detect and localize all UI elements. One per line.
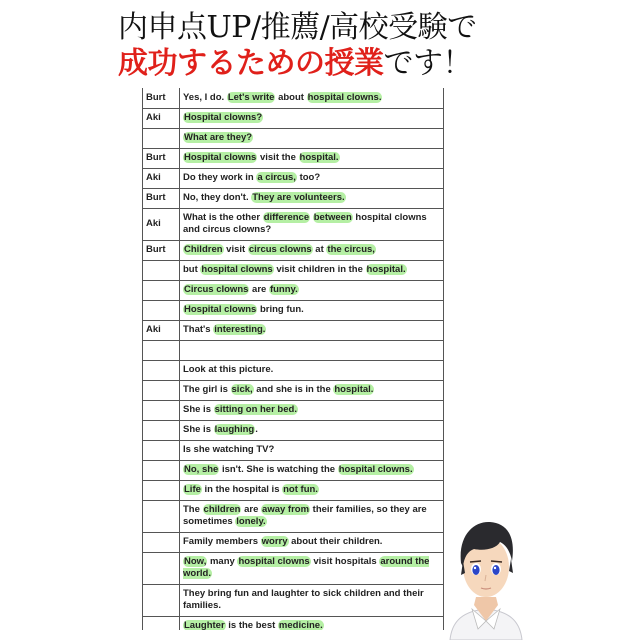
- dialogue-row: [143, 480, 443, 500]
- speaker-cell: [143, 460, 180, 480]
- speaker-cell: [143, 552, 180, 584]
- highlighted-phrase: funny.: [269, 284, 298, 295]
- dialogue-row: [143, 380, 443, 400]
- line-cell: [180, 440, 444, 460]
- highlighted-phrase: hospital clowns.: [338, 464, 413, 475]
- highlighted-phrase: Laughter: [184, 620, 225, 630]
- highlighted-phrase: No, she: [184, 464, 219, 475]
- text-segment: hospital clowns and circus clowns?: [183, 212, 427, 235]
- line-cell: [180, 320, 444, 340]
- line-cell: [180, 128, 444, 148]
- dialogue-row: [143, 168, 443, 188]
- speaker-cell: Burt: [143, 188, 180, 208]
- line-cell: [180, 148, 444, 168]
- highlighted-phrase: sick,: [231, 384, 253, 395]
- dialogue-row: [143, 552, 443, 584]
- highlighted-phrase: laughing: [214, 424, 255, 435]
- highlighted-phrase: hospital clowns: [201, 264, 273, 275]
- dialogue-row: [143, 300, 443, 320]
- line-cell: [180, 188, 444, 208]
- line-cell: [180, 400, 444, 420]
- speaker-cell: Aki: [143, 108, 180, 128]
- line-cell: [180, 208, 444, 240]
- text-segment: are: [249, 284, 269, 295]
- line-cell: [180, 260, 444, 280]
- dialogue-row: [143, 584, 443, 616]
- highlighted-phrase: hospital.: [366, 264, 406, 275]
- line-cell: [180, 480, 444, 500]
- text-segment: Look at this picture.: [183, 364, 274, 375]
- line-cell: [180, 532, 444, 552]
- text-segment: but: [183, 264, 201, 275]
- text-segment: about: [275, 91, 307, 103]
- speaker-cell: [143, 280, 180, 300]
- text-segment: No, they don't.: [183, 192, 252, 203]
- dialogue-row: [143, 240, 443, 260]
- speaker-cell: [143, 380, 180, 400]
- title-highlight-red: 成功するための授業: [118, 46, 384, 81]
- highlighted-phrase: sitting on her bed.: [214, 404, 297, 415]
- speaker-cell: Aki: [143, 168, 180, 188]
- speaker-cell: [143, 360, 180, 380]
- speaker-cell: Aki: [143, 320, 180, 340]
- speaker-cell: [143, 400, 180, 420]
- text-segment: visit: [223, 244, 248, 255]
- text-segment: Do they work in: [183, 172, 257, 183]
- highlighted-phrase: circus clowns: [248, 244, 312, 255]
- dialogue-row: [143, 128, 443, 148]
- line-cell: [180, 616, 444, 630]
- highlighted-phrase: hospital.: [334, 384, 374, 395]
- text-segment: Yes, I do.: [183, 91, 227, 103]
- text-segment: in the hospital is: [201, 484, 283, 495]
- highlighted-phrase: Children: [184, 244, 223, 255]
- highlighted-phrase: away from: [262, 504, 310, 515]
- highlighted-phrase: lonely.: [236, 516, 266, 527]
- highlighted-phrase: hospital.: [299, 152, 339, 163]
- speaker-cell: [143, 616, 180, 630]
- dialogue-row: [143, 88, 443, 108]
- text-segment: is the best: [225, 620, 278, 630]
- speaker-cell: [143, 500, 180, 532]
- line-cell: [180, 420, 444, 440]
- highlighted-phrase: Let's write: [227, 91, 275, 103]
- highlighted-phrase: the circus,: [327, 244, 375, 255]
- highlighted-phrase: Circus clowns: [184, 284, 249, 295]
- line-cell: [180, 108, 444, 128]
- line-cell: [180, 500, 444, 532]
- text-segment: Family members: [183, 536, 261, 547]
- highlighted-phrase: hospital clowns.: [307, 91, 382, 103]
- line-cell: [180, 240, 444, 260]
- text-segment: What is the other: [183, 212, 263, 223]
- speaker-cell: [143, 260, 180, 280]
- speaker-cell: [143, 480, 180, 500]
- dialogue-row: [143, 616, 443, 630]
- dialogue-row: [143, 148, 443, 168]
- dialogue-row: [143, 460, 443, 480]
- text-segment: isn't. She is watching the: [219, 464, 338, 475]
- line-cell: [180, 300, 444, 320]
- text-segment: That's: [183, 324, 214, 335]
- text-segment: .: [255, 424, 258, 435]
- dialogue-row: [143, 532, 443, 552]
- highlighted-phrase: interesting.: [214, 324, 266, 335]
- highlighted-phrase: medicine.: [278, 620, 323, 630]
- dialogue-row: [143, 188, 443, 208]
- speaker-cell: [143, 584, 180, 616]
- text-segment: their families, so they are sometimes: [183, 504, 427, 527]
- highlighted-phrase: children: [203, 504, 241, 515]
- highlighted-phrase: difference: [263, 212, 310, 223]
- text-segment: at: [312, 244, 327, 255]
- highlighted-phrase: Now,: [184, 556, 207, 567]
- speaker-cell: Burt: [143, 88, 180, 108]
- line-cell: [180, 460, 444, 480]
- dialogue-row: [143, 440, 443, 460]
- highlighted-phrase: a circus,: [257, 172, 296, 183]
- text-segment: visit hospitals: [310, 556, 380, 567]
- line-cell: [180, 280, 444, 300]
- text-segment: Is she watching TV?: [183, 444, 275, 455]
- promo-title: [118, 10, 538, 82]
- highlighted-phrase: not fun.: [283, 484, 318, 495]
- highlighted-phrase: What are they?: [184, 132, 253, 143]
- dialogue-row: [143, 340, 443, 360]
- text-segment: are: [241, 504, 262, 515]
- text-segment: They bring fun and laughter to sick children and their families.: [183, 588, 424, 611]
- line-cell: [180, 360, 444, 380]
- dialogue-table: [143, 88, 443, 630]
- line-cell: [180, 168, 444, 188]
- speaker-cell: [143, 420, 180, 440]
- line-cell: [180, 584, 444, 616]
- highlighted-phrase: around the world.: [183, 556, 430, 579]
- text-segment: visit children in the: [273, 264, 366, 275]
- highlighted-phrase: Hospital clowns: [184, 304, 257, 315]
- dialogue-row: [143, 260, 443, 280]
- text-segment: too?: [296, 172, 321, 183]
- highlighted-phrase: between: [313, 212, 352, 223]
- dialogue-row: [143, 400, 443, 420]
- text-segment: The girl is: [183, 384, 231, 395]
- speaker-cell: Aki: [143, 208, 180, 240]
- speaker-cell: [143, 300, 180, 320]
- text-segment: She is: [183, 404, 214, 415]
- line-cell: [180, 380, 444, 400]
- text-segment: She is: [183, 424, 214, 435]
- highlighted-phrase: worry: [261, 536, 288, 547]
- speaker-cell: [143, 128, 180, 148]
- text-segment: visit the: [257, 152, 299, 163]
- dialogue-worksheet: [142, 88, 444, 630]
- line-cell: [180, 88, 444, 108]
- dialogue-row: [143, 108, 443, 128]
- dialogue-row: [143, 500, 443, 532]
- highlighted-phrase: hospital clowns: [238, 556, 310, 567]
- dialogue-row: [143, 208, 443, 240]
- speaker-cell: Burt: [143, 240, 180, 260]
- speaker-cell: [143, 440, 180, 460]
- dialogue-row: [143, 360, 443, 380]
- title-line-2: [118, 46, 538, 82]
- title-suffix: です！: [383, 46, 472, 81]
- line-cell: [180, 340, 444, 360]
- highlighted-phrase: Life: [184, 484, 201, 495]
- dialogue-row: [143, 280, 443, 300]
- speaker-cell: [143, 340, 180, 360]
- line-cell: [180, 552, 444, 584]
- highlighted-phrase: Hospital clowns: [184, 152, 257, 163]
- text-segment: many: [207, 556, 238, 567]
- speaker-cell: [143, 532, 180, 552]
- dialogue-row: [143, 420, 443, 440]
- text-segment: bring fun.: [257, 304, 304, 315]
- highlighted-phrase: Hospital clowns?: [184, 112, 263, 123]
- dialogue-row: [143, 320, 443, 340]
- title-line-1: 内申点UP/推薦/高校受験で: [118, 10, 477, 45]
- highlighted-phrase: They are volunteers.: [252, 192, 345, 203]
- text-segment: about their children.: [288, 536, 383, 547]
- text-segment: The: [183, 504, 203, 515]
- text-segment: and she is in the: [253, 384, 334, 395]
- speaker-cell: Burt: [143, 148, 180, 168]
- teacher-avatar-icon: [444, 505, 528, 640]
